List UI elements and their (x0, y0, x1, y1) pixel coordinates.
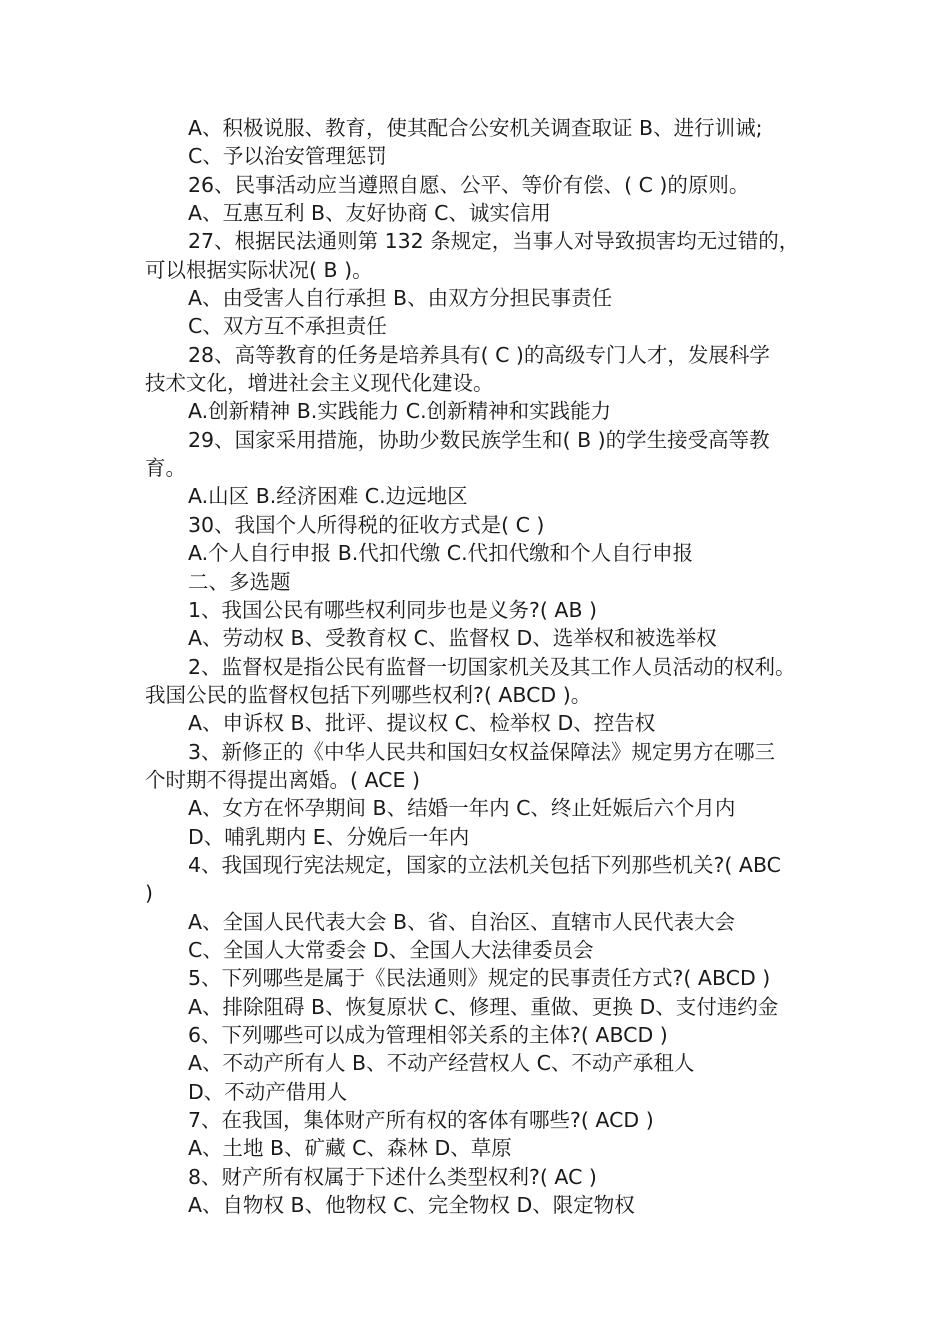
text-line: 育。 (145, 456, 186, 481)
text-line: 1、我国公民有哪些权利同步也是义务?( AB ) (188, 597, 598, 622)
text-line: 6、下列哪些可以成为管理相邻关系的主体?( ABCD ) (188, 1023, 668, 1047)
text-line: A、排除阻碍 B、恢复原状 C、修理、重做、更换 D、支付违约金 (188, 994, 779, 1019)
text-line: A、劳动权 B、受教育权 C、监督权 D、选举权和被选举权 (188, 626, 717, 651)
text-line: ) (145, 881, 153, 906)
text-line: 27、根据民法通则第 132 条规定，当事人对导致损害均无过错的， (188, 229, 800, 254)
text-line: C、双方互不承担责任 (188, 314, 387, 339)
text-line: 二、多选题 (188, 569, 291, 594)
text-line: 2、监督权是指公民有监督一切国家机关及其工作人员活动的权利。 (188, 654, 796, 679)
text-line: D、哺乳期内 E、分娩后一年内 (188, 824, 470, 849)
text-line: 5、下列哪些是属于《民法通则》规定的民事责任方式?( ABCD ) (188, 966, 771, 991)
text-line: 4、我国现行宪法规定，国家的立法机关包括下列那些机关?( ABC (188, 852, 781, 877)
text-line: 29、国家采用措施，协助少数民族学生和( B )的学生接受高等教 (188, 427, 770, 452)
text-line: A、全国人民代表大会 B、省、自治区、直辖市人民代表大会 (188, 909, 736, 934)
text-line: 个时期不得提出离婚。( ACE ) (145, 767, 420, 792)
text-line: A.山区 B.经济困难 C.边远地区 (188, 484, 468, 509)
text-line: C、全国人大常委会 D、全国人大法律委员会 (188, 937, 594, 962)
text-line: A、女方在怀孕期间 B、结婚一年内 C、终止妊娠后六个月内 (188, 796, 736, 821)
text-line: C、予以治安管理惩罚 (188, 144, 387, 169)
text-line: A、不动产所有人 B、不动产经营权人 C、不动产承租人 (188, 1051, 695, 1076)
text-line: D、不动产借用人 (188, 1079, 348, 1104)
text-line: A、土地 B、矿藏 C、森林 D、草原 (188, 1136, 512, 1161)
text-line: 可以根据实际状况( B )。 (145, 257, 373, 282)
text-line: 8、财产所有权属于下述什么类型权利?( AC ) (188, 1164, 597, 1189)
text-line: A.创新精神 B.实践能力 C.创新精神和实践能力 (188, 399, 612, 424)
text-line: 技术文化，增进社会主义现代化建设。 (145, 371, 494, 396)
document-body (145, 114, 825, 1219)
text-line: A、申诉权 B、批评、提议权 C、检举权 D、控告权 (188, 711, 656, 736)
text-line: 7、在我国，集体财产所有权的客体有哪些?( ACD ) (188, 1108, 654, 1133)
text-line: A、由受害人自行承担 B、由双方分担民事责任 (188, 286, 613, 311)
text-line: 我国公民的监督权包括下列哪些权利?( ABCD )。 (145, 682, 592, 707)
text-line: 26、民事活动应当遵照自愿、公平、等价有偿、( C )的原则。 (188, 172, 750, 197)
text-line: A、积极说服、教育，使其配合公安机关调查取证 B、进行训诫; (188, 116, 763, 140)
text-line: 28、高等教育的任务是培养具有( C )的高级专门人才，发展科学 (188, 342, 770, 367)
text-line: 30、我国个人所得税的征收方式是( C ) (188, 512, 545, 537)
text-line: A、自物权 B、他物权 C、完全物权 D、限定物权 (188, 1193, 635, 1218)
text-line: A、互惠互利 B、友好协商 C、诚实信用 (188, 201, 551, 226)
text-line: A.个人自行申报 B.代扣代缴 C.代扣代缴和个人自行申报 (188, 541, 694, 566)
text-line: 3、新修正的《中华人民共和国妇女权益保障法》规定男方在哪三 (188, 739, 776, 764)
